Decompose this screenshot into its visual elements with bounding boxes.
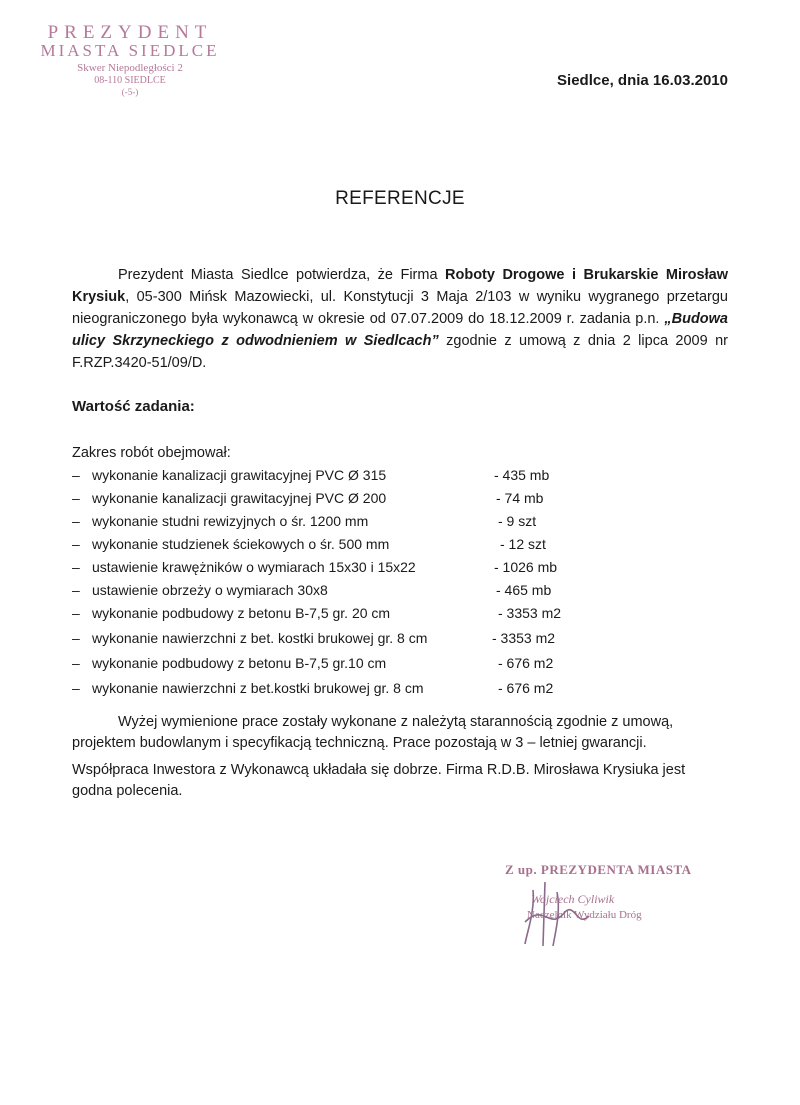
work-item-description: wykonanie studni rewizyjnych o śr. 1200 mm bbox=[92, 513, 369, 529]
signature-line-3: Naczelnik Wydziału Dróg bbox=[527, 909, 642, 921]
signature-stamp bbox=[505, 862, 725, 921]
task-value-label: Wartość zadania: bbox=[72, 398, 195, 415]
header-stamp bbox=[30, 24, 230, 98]
work-item bbox=[72, 680, 632, 700]
stamp-line-1: PREZYDENT bbox=[47, 22, 213, 43]
intro-paragraph bbox=[72, 264, 728, 374]
letter-date: Siedlce, dnia 16.03.2010 bbox=[557, 72, 728, 89]
work-item-bullet: – bbox=[72, 513, 80, 529]
closing-paragraph-2: Współpraca Inwestora z Wykonawcą układała się dobrze. Firma R.D.B. Mirosława Krysiuka jest godna polecenia. bbox=[72, 762, 686, 799]
work-item bbox=[72, 630, 632, 650]
company-name: Roboty Drogowe i Brukarskie Mirosław Krysiuk bbox=[72, 267, 728, 305]
work-item-description: wykonanie nawierzchni z bet.kostki brukowej gr. 8 cm bbox=[92, 680, 424, 696]
work-item-description: wykonanie podbudowy z betonu B-7,5 gr. 20 cm bbox=[92, 605, 391, 621]
work-item bbox=[72, 490, 632, 510]
stamp-line-2: MIASTA SIEDLCE bbox=[40, 41, 220, 60]
closing-paragraph-1 bbox=[72, 712, 728, 754]
scope-label: Zakres robót obejmował: bbox=[72, 445, 231, 461]
work-item-bullet: – bbox=[72, 630, 80, 646]
work-item bbox=[72, 605, 632, 625]
work-item-quantity: - 3353 m2 bbox=[498, 605, 562, 621]
work-item-quantity: - 435 mb bbox=[494, 467, 550, 483]
work-item-bullet: – bbox=[72, 490, 80, 506]
work-item bbox=[72, 467, 632, 487]
work-item-bullet: – bbox=[72, 559, 80, 575]
intro-text-3: zgodnie z umową z dnia 2 lipca 2009 nr F.RZP.3420-51/09/D. bbox=[72, 333, 729, 371]
work-item-description: ustawienie obrzeży o wymiarach 30x8 bbox=[92, 582, 328, 598]
work-item bbox=[72, 513, 632, 533]
work-item-quantity: - 12 szt bbox=[500, 536, 546, 552]
closing-text-1: Wyżej wymienione prace zostały wykonane z należytą starannością zgodnie z umową, projektem budowlanym i specyfikacją techniczną. Prace pozostają w 3 – letniej gwarancji. bbox=[72, 714, 674, 751]
work-item bbox=[72, 582, 632, 602]
work-item-description: ustawienie krawężników o wymiarach 15x30 i 15x22 bbox=[92, 559, 416, 575]
signature-line-2: Wojciech Cyliwik bbox=[531, 892, 615, 906]
letter-title: REFERENCJE bbox=[335, 188, 465, 209]
work-item-description: wykonanie studzienek ściekowych o śr. 500 mm bbox=[92, 536, 390, 552]
intro-text-2: , 05-300 Mińsk Mazowiecki, ul. Konstytucji 3 Maja 2/103 w wyniku wygranego przetargu nieograniczonego była wykonawcą w okresie od 07.07.2009 do 18.12.2009 r. zadania p.n. bbox=[72, 289, 728, 327]
work-item bbox=[72, 536, 632, 556]
work-item-bullet: – bbox=[72, 680, 80, 696]
work-item-description: wykonanie kanalizacji grawitacyjnej PVC Ø 315 bbox=[92, 467, 387, 483]
work-item-description: wykonanie podbudowy z betonu B-7,5 gr.10 cm bbox=[92, 655, 387, 671]
stamp-line-5: (-5-) bbox=[121, 87, 139, 97]
signature-line-1: Z up. PREZYDENTA MIASTA bbox=[505, 862, 692, 877]
work-item-quantity: - 676 m2 bbox=[498, 655, 554, 671]
work-item-quantity: - 1026 mb bbox=[494, 559, 558, 575]
work-item-quantity: - 9 szt bbox=[498, 513, 537, 529]
work-item bbox=[72, 559, 632, 579]
work-item-bullet: – bbox=[72, 536, 80, 552]
work-item-description: wykonanie kanalizacji grawitacyjnej PVC Ø 200 bbox=[92, 490, 387, 506]
work-item-bullet: – bbox=[72, 605, 80, 621]
handwritten-signature bbox=[505, 862, 725, 952]
work-item-description: wykonanie nawierzchni z bet. kostki brukowej gr. 8 cm bbox=[92, 630, 428, 646]
work-item-bullet: – bbox=[72, 467, 80, 483]
stamp-line-3: Skwer Niepodległości 2 bbox=[77, 62, 183, 74]
work-item-bullet: – bbox=[72, 582, 80, 598]
work-item-bullet: – bbox=[72, 655, 80, 671]
work-item bbox=[72, 655, 632, 675]
task-name: „Budowa ulicy Skrzyneckiego z odwodnieniem w Siedlcach” bbox=[72, 311, 728, 349]
work-item-quantity: - 3353 m2 bbox=[492, 630, 556, 646]
work-item-quantity: - 74 mb bbox=[496, 490, 544, 506]
intro-text-1: Prezydent Miasta Siedlce potwierdza, że Firma bbox=[118, 267, 446, 283]
work-item-quantity: - 676 m2 bbox=[498, 680, 554, 696]
work-item-quantity: - 465 mb bbox=[496, 582, 552, 598]
stamp-line-4: 08-110 SIEDLCE bbox=[94, 75, 166, 86]
